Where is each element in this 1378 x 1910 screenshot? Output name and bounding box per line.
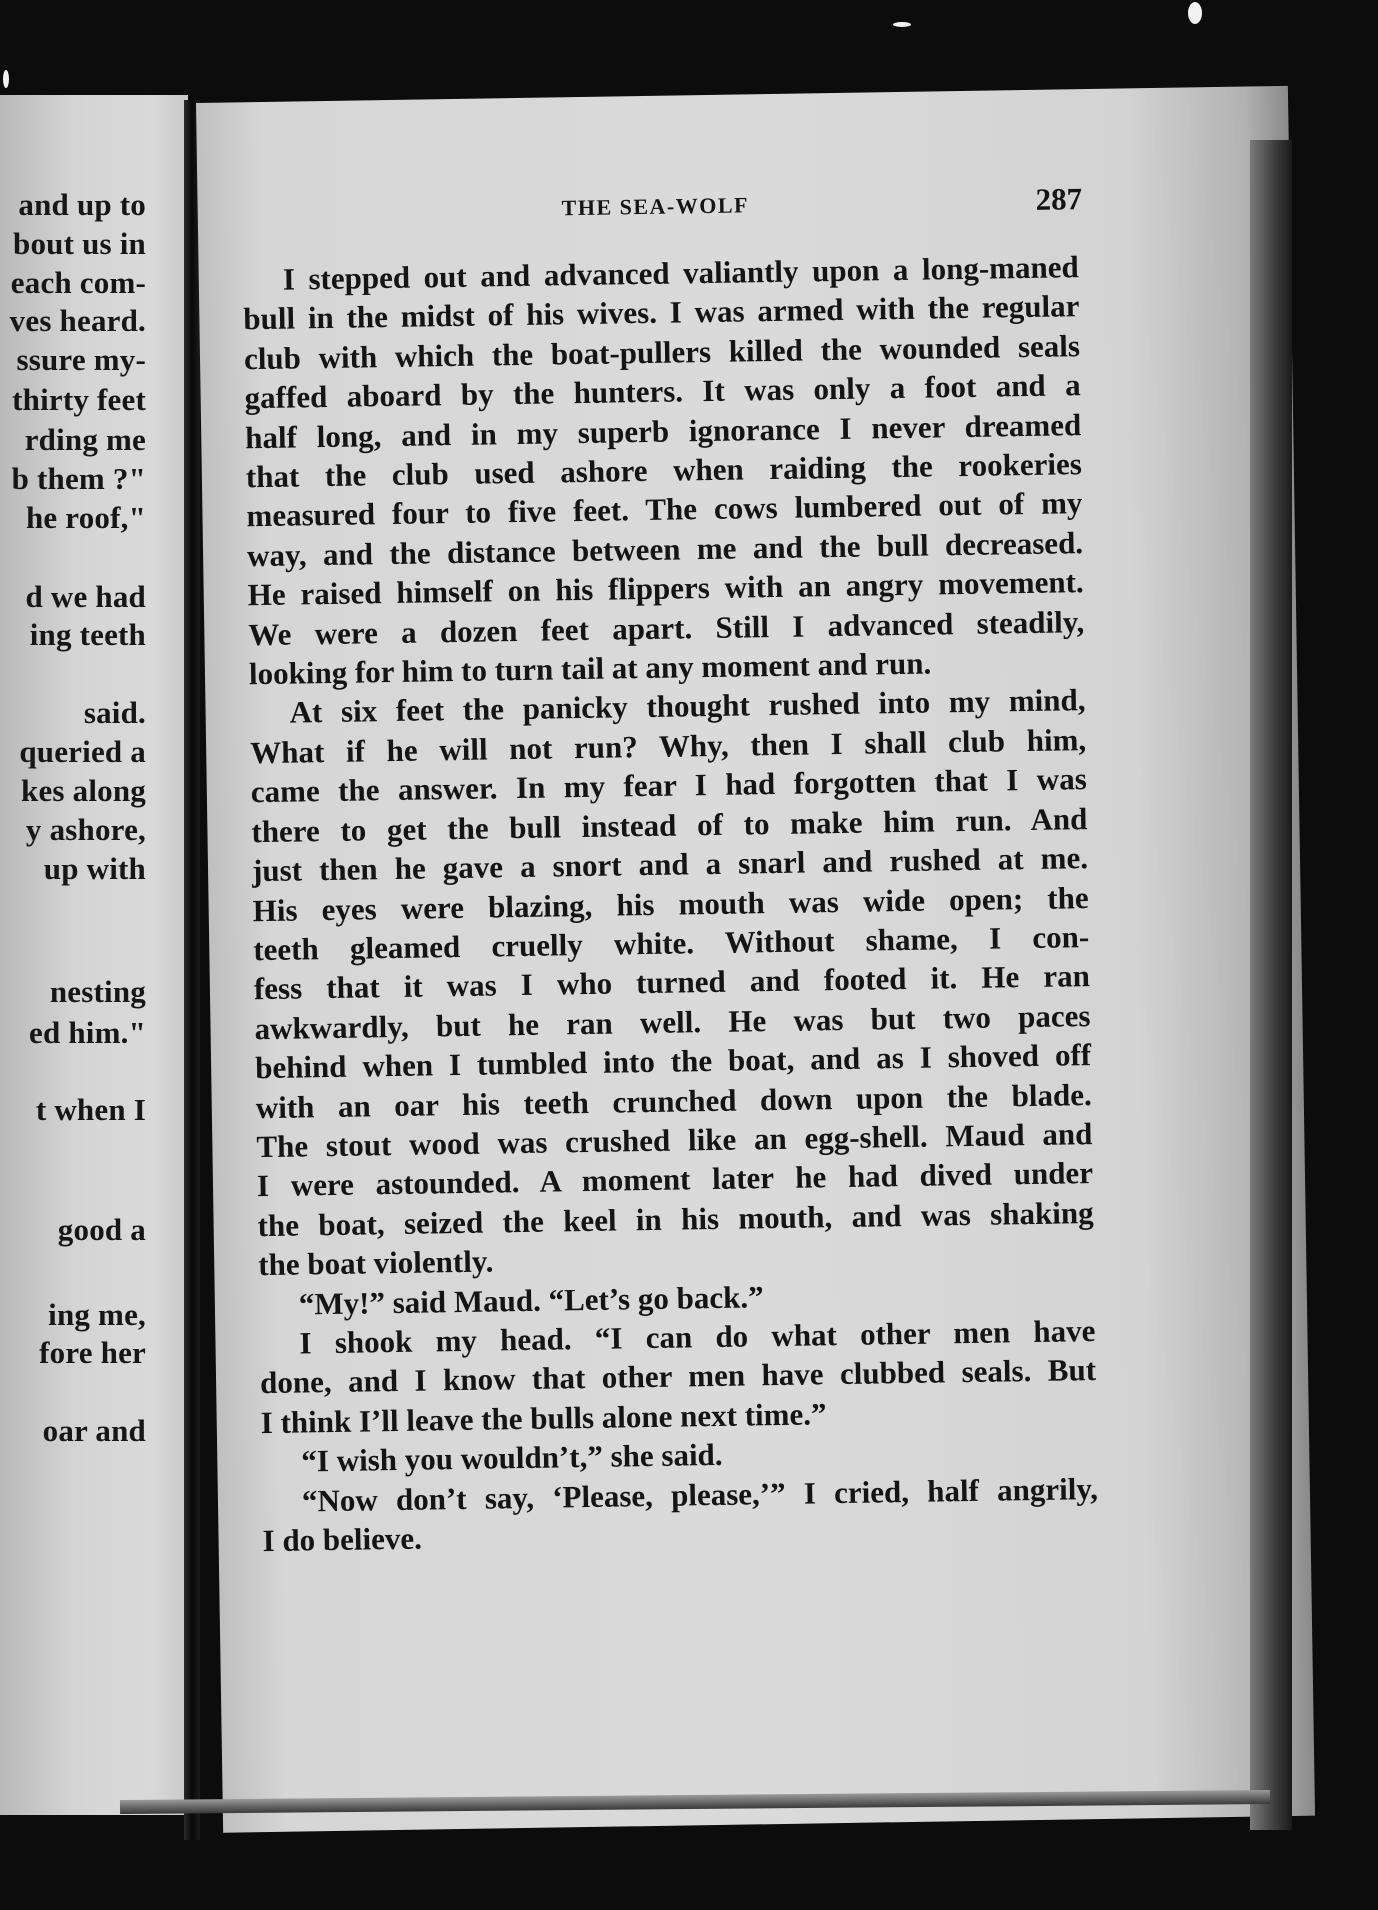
text-line: behind when I tumbled into the boat, and as I shoved off [254, 1037, 1092, 1086]
text-line: club with which the boat-pullers killed the wounded seals [243, 327, 1081, 377]
previous-page-line: rding me [24, 422, 146, 457]
previous-page-line: ing teeth [29, 617, 146, 652]
previous-page-line: good a [57, 1212, 146, 1247]
previous-page-line: ssure my- [16, 342, 146, 377]
previous-page-line: d we had [25, 579, 146, 614]
text-line: He raised himself on his flippers with an angry movement. [247, 564, 1084, 613]
previous-page-line: he roof," [25, 500, 146, 535]
previous-page-line: ed him." [29, 1015, 146, 1050]
page-header [198, 181, 1290, 221]
previous-page-fragment [0, 95, 188, 1815]
text-line: What if he will not run? Why, then I shall club him, [249, 721, 1087, 771]
text-line: “My!” said Maud. “Let’s go back.” [298, 1278, 764, 1322]
dust-speck [3, 70, 9, 88]
page-number: 287 [1035, 181, 1083, 217]
text-line: looking for him to turn tail at any moment and run. [248, 645, 932, 692]
text-line: done, and I know that other men have clubbed seals. But [259, 1352, 1097, 1401]
text-line: gaffed aboard by the hunters. It was only a foot and a [244, 367, 1081, 416]
text-line: We were a dozen feet apart. Still I advanced steadily, [248, 603, 1085, 652]
text-line: fess that it was I who turned and footed it. He ran [253, 958, 1091, 1007]
text-line: I do believe. [262, 1520, 423, 1559]
text-line: I think I’ll leave the bulls alone next time.” [260, 1396, 827, 1440]
previous-page-line: ves heard. [9, 303, 146, 338]
dust-speck [1188, 2, 1202, 24]
previous-page-line: fore her [39, 1335, 146, 1370]
previous-page-line: oar and [42, 1413, 146, 1448]
text-line: awkwardly, but he ran well. He was but two paces [254, 997, 1091, 1046]
text-line: “I wish you wouldn’t,” she said. [301, 1437, 723, 1479]
previous-page-line: ing me, [48, 1297, 146, 1332]
previous-page-line: bout us in [13, 226, 146, 261]
binding-gutter [184, 100, 200, 1840]
text-line: His eyes were blazing, his mouth was wide open; the [252, 879, 1089, 928]
text-line: there to get the bull instead of to make him run. And [251, 800, 1088, 849]
text-line: “Now don’t say, ‘Please, please,’” I cried, half angrily, [301, 1470, 1099, 1519]
text-line: bull in the midst of his wives. I was armed with the regular [243, 288, 1080, 337]
page-body-text [242, 247, 1098, 1560]
previous-page-line: nesting [49, 974, 146, 1009]
text-line: half long, and in my superb ignorance I never dreamed [244, 406, 1082, 455]
text-line: The stout wood was crushed like an egg-shell. Maud and [256, 1115, 1093, 1165]
current-page [196, 86, 1315, 1833]
previous-page-line: thirty feet [12, 382, 146, 417]
previous-page-line: kes along [21, 773, 146, 808]
dust-speck [893, 22, 911, 27]
previous-page-line: t when I [35, 1092, 146, 1127]
text-line: that the club used ashore when raiding the rookeries [245, 446, 1083, 495]
text-line: measured four to five feet. The cows lumbered out of my [246, 485, 1083, 534]
previous-page-line: b them ?" [11, 461, 146, 496]
running-head: THE SEA-WOLF [561, 192, 750, 221]
text-line: with an oar his teeth crunched down upon the blade. [255, 1076, 1092, 1125]
text-line: At six feet the panicky thought rushed into my mind, [289, 682, 1086, 731]
text-line: I stepped out and advanced valiantly upon a long-maned [282, 249, 1079, 297]
text-line: teeth gleamed cruelly white. Without shame, I con- [253, 918, 1090, 968]
previous-page-line: y ashore, [25, 812, 146, 847]
text-line: just then he gave a snort and a snarl and rushed at me. [251, 840, 1089, 889]
previous-page-line: up with [43, 851, 146, 886]
text-line: I were astounded. A moment later he had dived under [256, 1155, 1094, 1204]
text-line: the boat violently. [257, 1243, 494, 1283]
text-line: way, and the distance between me and the bull decreased. [246, 524, 1084, 574]
previous-page-line: said. [83, 695, 146, 730]
previous-page-line: queried a [19, 734, 146, 769]
page-edge-shadow [1250, 140, 1292, 1830]
previous-page-line: and up to [18, 187, 146, 222]
text-line: came the answer. In my fear I had forgotten that I was [250, 761, 1088, 810]
text-line: I shook my head. “I can do what other men have [299, 1312, 1096, 1361]
previous-page-line: each com- [10, 265, 146, 300]
text-line: the boat, seized the keel in his mouth, and was shaking [257, 1194, 1094, 1243]
